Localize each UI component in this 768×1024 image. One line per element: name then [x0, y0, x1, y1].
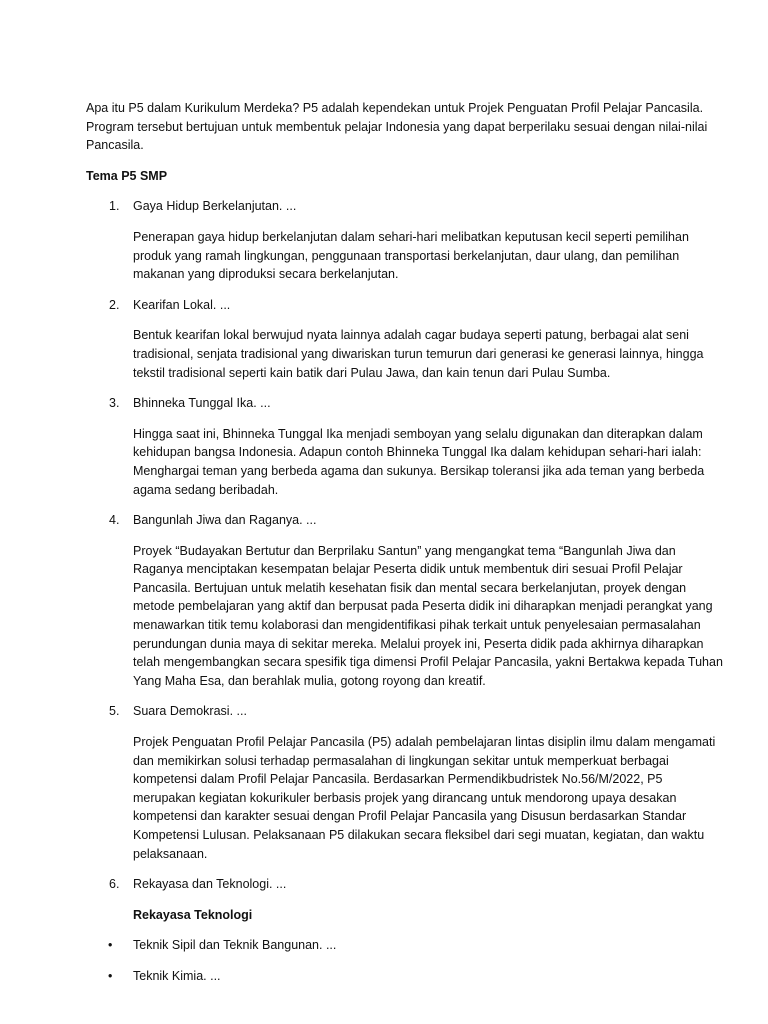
theme-title: Bhinneka Tunggal Ika. ... — [133, 396, 271, 411]
document-page — [86, 99, 726, 998]
bullet-dot-icon: • — [108, 968, 113, 983]
theme-description: Bentuk kearifan lokal berwujud nyata lainnya adalah cagar budaya seperti patung, berbagai alat seni tradisional, senjata tradisional yang diwariskan turun temurun dari generasi ke generasi lainnya, hingga tekstil tradisional seperti kain batik dari Pulau Jawa, dan kain tenun dari Pulau Sumba. — [133, 328, 704, 380]
theme-item-4 — [86, 511, 726, 690]
list-number: 3. — [109, 396, 120, 411]
list-number: 5. — [109, 704, 120, 719]
list-number: 1. — [109, 199, 120, 214]
theme-title: Kearifan Lokal. ... — [133, 297, 231, 312]
sub-heading: Rekayasa Teknologi — [133, 907, 253, 922]
bullet-dot-icon: • — [108, 938, 113, 953]
theme-description: Hingga saat ini, Bhinneka Tunggal Ika menjadi semboyan yang selalu digunakan dan diterapkan dalam kehidupan bangsa Indonesia. Adapun contoh Bhinneka Tunggal Ika dalam kehidupan sehari-hari ialah: Menghargai teman yang berbeda agama dan sukunya. Bersikap toleransi jika ada teman yang berbeda agama sedang beribadah. — [133, 426, 705, 497]
bullet-item — [86, 936, 726, 955]
list-number: 4. — [109, 513, 120, 528]
theme-item-3 — [86, 394, 726, 499]
theme-item-6 — [86, 875, 726, 985]
theme-description: Projek Penguatan Profil Pelajar Pancasila (P5) adalah pembelajaran lintas disiplin ilmu dalam mengamati dan memikirkan solusi terhadap permasalahan di lingkungan sekitar untuk memperkuat berbagai kompetensi dalam Profil Pelajar Pancasila. Berdasarkan Permendikbudristek No.56/M/2022, P5 merupakan kegiatan kokurikuler berbasis projek yang dirancang untuk mendorong upaya desakan kompetensi dan karakter sesuai dengan Profil Pelajar Pancasila yang Disusun berdasarkan Standar Kompetensi Lulusan. Pelaksanaan P5 dilakukan secara fleksibel dari segi muatan, kegiatan, dan waktu pelaksanaan. — [133, 735, 716, 861]
theme-item-2 — [86, 296, 726, 382]
theme-item-5 — [86, 702, 726, 863]
intro-paragraph: Apa itu P5 dalam Kurikulum Merdeka? P5 adalah kependekan untuk Projek Penguatan Profil Pelajar Pancasila. Program tersebut bertujuan untuk membentuk pelajar Indonesia yang dapat berperilaku sesuai dengan nilai-nilai Pancasila. — [86, 101, 708, 153]
bullet-item — [86, 967, 726, 986]
section-heading: Tema P5 SMP — [86, 168, 168, 183]
theme-title: Rekayasa dan Teknologi. ... — [133, 877, 287, 892]
theme-description: Proyek “Budayakan Bertutur dan Berprilaku Santun” yang mengangkat tema “Bangunlah Jiwa dan Raganya menciptakan kesempatan belajar Peserta didik untuk membentuk diri sesuai Profil Pelajar Pancasila. Bertujuan untuk melatih kesehatan fisik dan mental secara berkelanjutan, proyek dengan metode pembelajaran yang aktif dan berpusat pada Peserta didik ini diharapkan menjadi perangkat yang menawarkan titik temu kolaborasi dan mengidentifikasi pihak terkait untuk penyelesaian permasalahan perundungan dunia maya di sekitar mereka. Melalui proyek ini, Peserta didik pada akhirnya diharapkan telah mengembangkan secara spesifik tiga dimensi Profil Pelajar Pancasila, yakni Bertakwa kepada Tuhan Yang Maha Esa, dan berahlak mulia, gotong royong dan kreatif. — [133, 543, 723, 688]
theme-title: Gaya Hidup Berkelanjutan. ... — [133, 199, 297, 214]
theme-list — [86, 197, 726, 985]
list-number: 2. — [109, 297, 120, 312]
bullet-list — [86, 936, 726, 985]
list-number: 6. — [109, 877, 120, 892]
theme-description: Penerapan gaya hidup berkelanjutan dalam sehari-hari melibatkan keputusan kecil seperti pemilihan produk yang ramah lingkungan, penggunaan transportasi berkelanjutan, daur ulang, dan pemilihan makanan yang diproduksi secara berkelanjutan. — [133, 229, 689, 282]
bullet-text: Teknik Kimia. ... — [133, 968, 221, 983]
theme-title: Bangunlah Jiwa dan Raganya. ... — [133, 513, 317, 528]
bullet-text: Teknik Sipil dan Teknik Bangunan. ... — [133, 938, 337, 953]
theme-title: Suara Demokrasi. ... — [133, 704, 247, 719]
theme-item-1 — [86, 197, 726, 283]
